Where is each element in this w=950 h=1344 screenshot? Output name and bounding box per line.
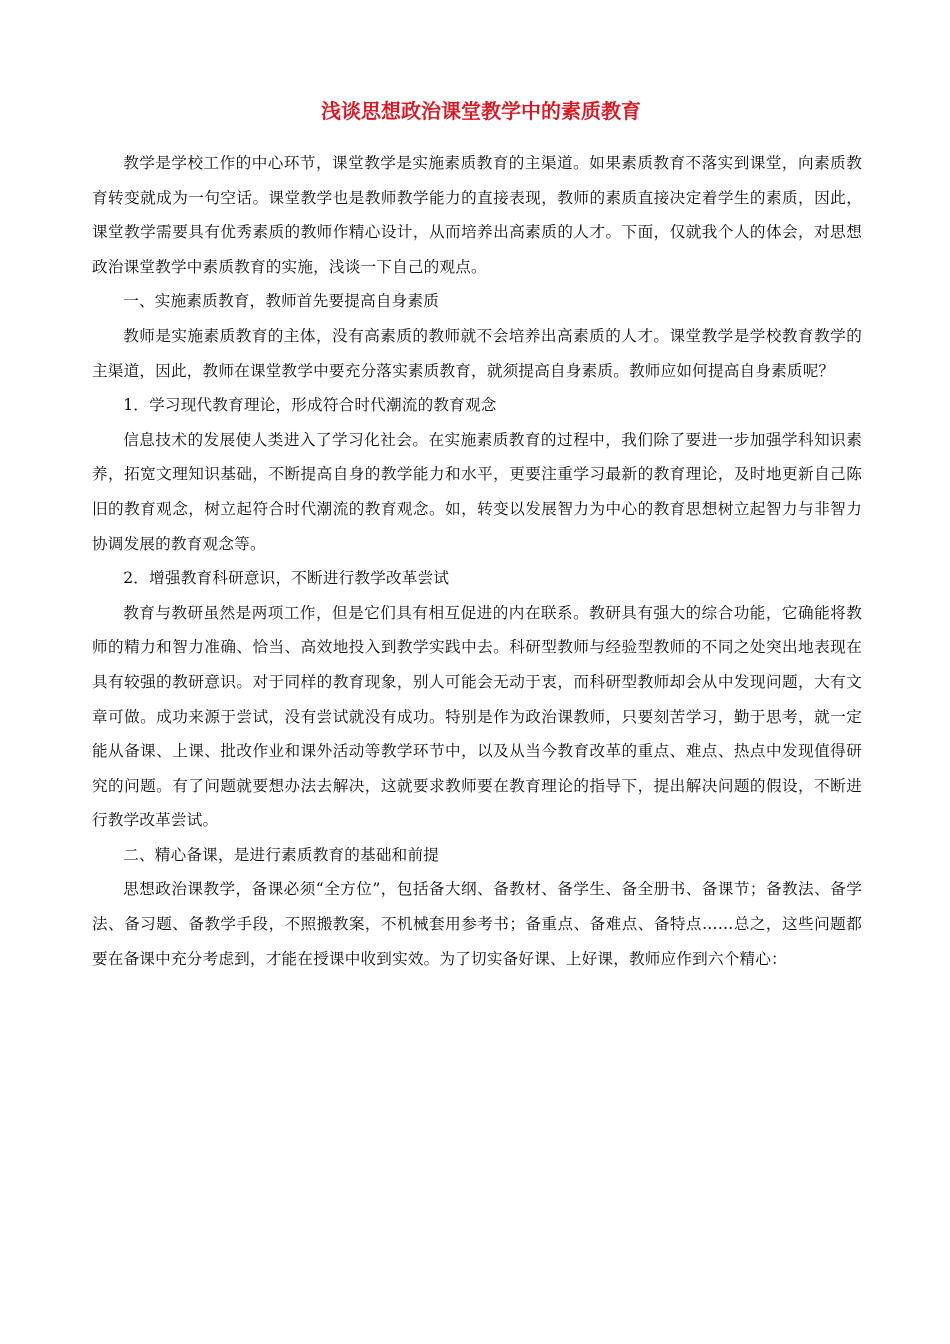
- section-heading-1: 一、实施素质教育，教师首先要提高自身素质: [123, 292, 440, 311]
- document-page: [92, 96, 862, 976]
- subheading-2: 2．增强教育科研意识，不断进行教学改革尝试: [123, 569, 450, 588]
- section-heading-2: 二、精心备课，是进行素质教育的基础和前提: [123, 845, 440, 864]
- intro-paragraph: 教学是学校工作的中心环节，课堂教学是实施素质教育的主渠道。如果素质教育不落实到课堂，向素质教育转变就成为一句空话。课堂教学也是教师教学能力的直接表现，教师的素质直接决定着学生的素质，因此，课堂教学需要具有优秀素质的教师作精心设计，从而培养出高素质的人才。下面，仅就我个人的体会，对思想政治课堂教学中素质教育的实施，浅谈一下自己的观点。: [92, 154, 862, 276]
- section-2-paragraph: 思想政治课教学，备课必须“全方位”，包括备大纲、备教材、备学生、备全册书、备课节；备教法、备学法、备习题、备教学手段，不照搬教案，不机械套用参考书；备重点、备难点、备特点……总之，这些问题都要在备课中充分考虑到，才能在授课中收到实效。为了切实备好课、上好课，教师应作到六个精心：: [92, 880, 862, 968]
- subheading-1-paragraph: 信息技术的发展使人类进入了学习化社会。在实施素质教育的过程中，我们除了要进一步加强学科知识素养，拓宽文理知识基础，不断提高自身的教学能力和水平，更要注重学习最新的教育理论，及时地更新自己陈旧的教育观念，树立起符合时代潮流的教育观念。如，转变以发展智力为中心的教育思想树立起智力与非智力协调发展的教育观念等。: [92, 430, 862, 553]
- subheading-2-paragraph: 教育与教研虽然是两项工作，但是它们具有相互促进的内在联系。教研具有强大的综合功能，它确能将教师的精力和智力准确、恰当、高效地投入到教学实践中去。科研型教师与经验型教师的不同之处突出地表现在具有较强的教研意识。对于同样的教育现象，别人可能会无动于衷，而科研型教师却会从中发现问题，大有文章可做。成功来源于尝试，没有尝试就没有成功。特别是作为政治课教师，只要刻苦学习，勤于思考，就一定能从备课、上课、批改作业和课外活动等教学环节中，以及从当今教育改革的重点、难点、热点中发现值得研究的问题。有了问题就要想办法去解决，这就要求教师要在教育理论的指导下，提出解决问题的假设，不断进行教学改革尝试。: [92, 603, 862, 830]
- document-title: 浅谈思想政治课堂教学中的素质教育: [321, 99, 641, 123]
- subheading-1: 1．学习现代教育理论，形成符合时代潮流的教育观念: [123, 396, 497, 415]
- section-1-paragraph: 教师是实施素质教育的主体，没有高素质的教师就不会培养出高素质的人才。课堂教学是学校教育教学的主渠道，因此，教师在课堂教学中要充分落实素质教育，就须提高自身素质。教师应如何提高自身素质呢？: [92, 326, 862, 380]
